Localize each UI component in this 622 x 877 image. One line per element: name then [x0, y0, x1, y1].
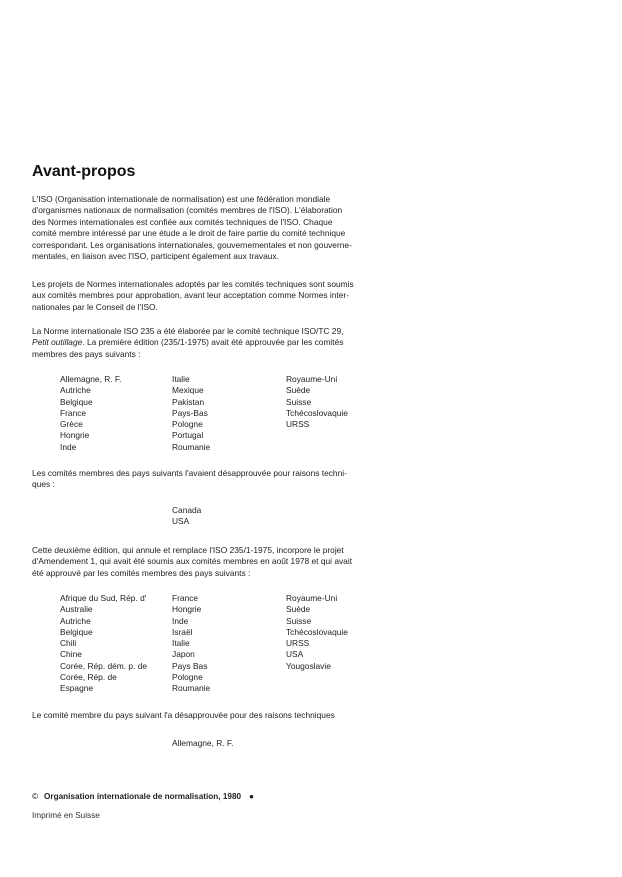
country-item: Yougoslavie [286, 660, 331, 671]
p5-line: d'Amendement 1, qui avait été soumis aux comités membres en août 1978 et qui avait [32, 556, 353, 567]
country-item: URSS [286, 638, 310, 649]
country-item: Mexique [172, 385, 204, 396]
country-item: Autriche [60, 385, 91, 396]
country-item: Hongrie [60, 430, 90, 441]
country-item: Grèce [60, 419, 83, 430]
country-item: Autriche [60, 615, 91, 626]
p1-line: comité membre intéressé par une étude a le droit de faire partie du comité technique [32, 228, 346, 239]
p4-line: ques : [32, 479, 55, 490]
approving-countries-col3 [286, 374, 348, 430]
country-item: Allemagne, R. F. [60, 374, 122, 384]
p5-line: Cette deuxième édition, qui annule et remplace l'ISO 235/1-1975, incorpore le projet [32, 545, 344, 555]
country-item: USA [286, 649, 304, 660]
country-item: Afrique du Sud, Rép. d' [60, 593, 147, 603]
committee-name: Petit outillage [32, 337, 83, 348]
country-item: USA [172, 516, 190, 527]
p2-line: Les projets de Normes internationales adoptés par les comités techniques sont soumis [32, 279, 354, 289]
p1-line: L'ISO (Organisation internationale de normalisation) est une fédération mondiale [32, 194, 331, 204]
paragraph-iso235-origin [32, 326, 586, 360]
country-item: Hongrie [172, 604, 202, 615]
p4-line: Les comités membres des pays suivants l'avaient désapprouvée pour raisons techni- [32, 468, 347, 478]
country-item: Italie [172, 374, 190, 384]
country-item: Roumanie [172, 441, 211, 452]
p2-line: aux comités membres pour approbation, avant leur acceptation comme Normes inter- [32, 290, 349, 301]
country-item: Italie [172, 638, 190, 649]
country-item: Royaume-Uni [286, 374, 338, 384]
paragraph-disapproval-1 [32, 468, 586, 491]
paragraph-iso-intro [32, 194, 586, 262]
country-item: Corée, Rép. dém. p. de [60, 660, 148, 671]
copyright-icon: © [32, 792, 39, 801]
country-item: Chili [60, 638, 77, 649]
p2-line: nationales par le Conseil de l'ISO. [32, 301, 158, 312]
country-item: Pakistan [172, 396, 205, 407]
country-item: Japon [172, 649, 195, 660]
country-item: URSS [286, 419, 310, 430]
country-item: France [172, 593, 199, 603]
p1-line: mentales, en liaison avec l'ISO, participent également aux travaux. [32, 251, 279, 262]
country-item: Belgique [60, 396, 93, 407]
disapproving-countries-1 [172, 505, 201, 528]
country-item: Pays-Bas [172, 407, 208, 418]
p3-line2-rest: . La première édition (235/1-1975) avait été approuvée par les comités [82, 337, 344, 348]
country-item: Royaume-Uni [286, 593, 338, 603]
country-item: Canada [172, 505, 202, 515]
country-item: Roumanie [172, 683, 211, 694]
footer-copyright [32, 792, 254, 801]
p1-line: correspondant. Les organisations internationales, gouvernementales et non gouverne- [32, 239, 352, 250]
printed-in: Imprimé en Suisse [32, 811, 100, 820]
country-item: Suède [286, 604, 311, 615]
country-item: Chine [60, 649, 82, 660]
p1-line: d'organismes nationaux de normalisation (comités membres de l'ISO). L'élaboration [32, 205, 343, 216]
approving-countries-col1 [60, 374, 121, 453]
p3-line2 [32, 337, 586, 348]
country-item: Australie [60, 604, 93, 615]
copyright-text: Organisation internationale de normalisation, 1980 [44, 792, 242, 801]
country-item: Tchécoslovaquie [286, 407, 348, 418]
bullet-icon: ● [249, 792, 255, 801]
disapproving-country-2: Allemagne, R. F. [172, 738, 234, 748]
country-item: Pologne [172, 419, 203, 430]
country-item: Corée, Rép. de [60, 672, 117, 683]
country-item: Pologne [172, 672, 203, 683]
approving-countries2-col1 [60, 593, 147, 695]
p3-line3: membres des pays suivants : [32, 348, 141, 359]
country-item: Portugal [172, 430, 204, 441]
country-item: Suisse [286, 615, 312, 626]
p3-line1: La Norme internationale ISO 235 a été élaborée par le comité technique ISO/TC 29, [32, 326, 344, 336]
country-item: Pays Bas [172, 660, 208, 671]
paragraph-disapproval-2: Le comité membre du pays suivant l'a désapprouvée pour des raisons techniques [32, 710, 335, 720]
country-item: Belgique [60, 626, 93, 637]
paragraph-draft-standards [32, 279, 586, 313]
page-title: Avant-propos [32, 163, 136, 180]
p5-line: été approuvé par les comités membres des pays suivants : [32, 567, 251, 578]
country-item: Inde [172, 615, 189, 626]
p1-line: des Normes internationales est confiée aux comités techniques de l'ISO. Chaque [32, 216, 333, 227]
approving-countries2-col2 [172, 593, 210, 695]
approving-countries2-col3 [286, 593, 348, 672]
country-item: Suisse [286, 396, 312, 407]
country-item: France [60, 407, 87, 418]
country-item: Espagne [60, 683, 94, 694]
country-item: Tchécoslovaquie [286, 626, 348, 637]
approving-countries-col2 [172, 374, 210, 453]
country-item: Inde [60, 441, 77, 452]
country-item: Israël [172, 626, 193, 637]
paragraph-second-edition [32, 545, 586, 579]
country-item: Suède [286, 385, 311, 396]
